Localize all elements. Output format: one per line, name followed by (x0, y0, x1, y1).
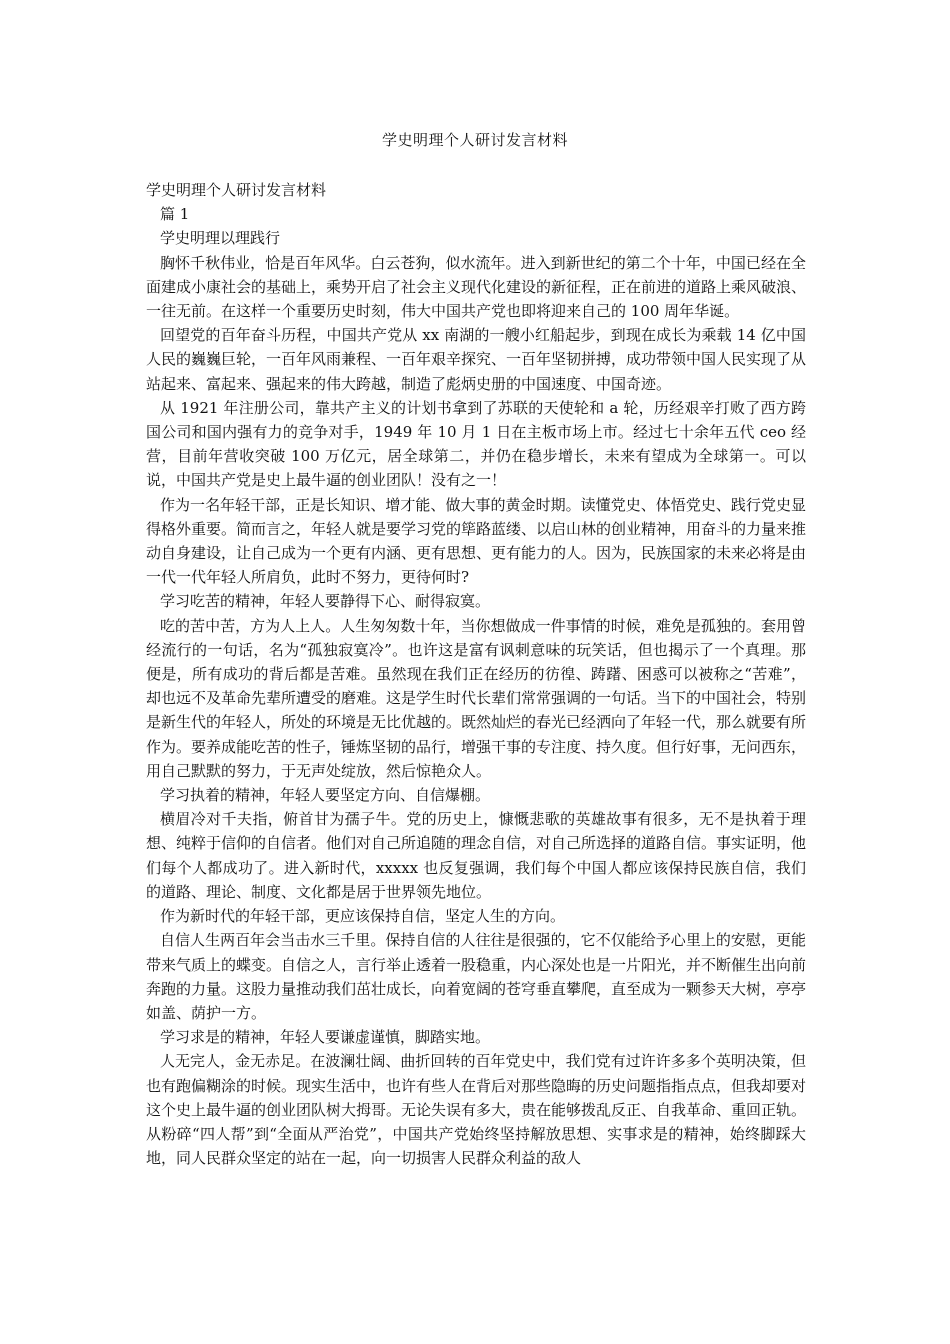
paragraph: 作为一名年轻干部，正是长知识、增才能、做大事的黄金时期。读懂党史、体悟党史、践行党史显得格外重要。简而言之，年轻人就是要学习党的筚路蓝缕、以启山林的创业精神，用奋斗的力量来推动自身建设，让自己成为一个更有内涵、更有思想、更有能力的人。因为，民族国家的未来必将是由一代一代年轻人所肩负，此时不努力，更待何时? (146, 495, 807, 587)
paragraph: 篇 1 (160, 205, 190, 224)
paragraph: 自信人生两百年会当击水三千里。保持自信的人往往是很强的，它不仅能给予心里上的安慰，更能带来气质上的蝶变。自信之人，言行举止透着一股稳重，内心深处也是一片阳光，并不断催生出向前奔跑的力量。这股力量推动我们茁壮成长，向着宽阔的苍穹垂直攀爬，直至成为一颗参天大树，亭亭如盖、荫护一方。 (146, 931, 807, 1022)
paragraph: 学习吃苦的精神，年轻人要静得下心、耐得寂寞。 (160, 592, 491, 611)
document-subtitle: 学史明理个人研讨发言材料 (146, 181, 327, 199)
paragraph: 回望党的百年奋斗历程，中国共产党从 xx 南湖的一艘小红船起步，到现在成长为乘载 14 亿中国人民的巍巍巨轮，一百年风雨兼程、一百年艰辛探究、一百年坚韧拼搏，成功带领中国人民实现了从站起来、富起来、强起来的伟大跨越，制造了彪炳史册的中国速度、中国奇迹。 (146, 326, 807, 393)
paragraph: 学习执着的精神，年轻人要坚定方向、自信爆棚。 (160, 786, 491, 805)
paragraph: 胸怀千秋伟业，恰是百年风华。白云苍狗，似水流年。进入到新世纪的第二个十年，中国已经在全面建成小康社会的基础上，乘势开启了社会主义现代化建设的新征程，正在前进的道路上乘风破浪、一往无前。在这样一个重要历史时刻，伟大中国共产党也即将迎来自己的 100 周年华诞。 (146, 253, 807, 321)
paragraph: 从 1921 年注册公司，靠共产主义的计划书拿到了苏联的天使轮和 a 轮，历经艰辛打败了西方跨国公司和国内强有力的竞争对手，1949 年 10 月 1 日在主板市场上市。经过七十余年五代 ceo 经营，目前年营收突破 100 万亿元，居全球第二，并仍在稳步增长，未来有望成为全球第一。可以说，中国共产党是史上最牛逼的创业团队！没有之一！ (146, 398, 806, 490)
paragraph: 吃的苦中苦，方为人上人。人生匆匆数十年，当你想做成一件事情的时候，难免是孤独的。套用曾经流行的一句话，名为“孤独寂寞冷”。也许这是富有讽刺意味的玩笑话，但也揭示了一个真理。那便是，所有成功的背后都是苦难。虽然现在我们正在经历的彷徨、踌躇、困惑可以被称之“苦难”，却也远不及革命先辈所遭受的磨难。这是学生时代长辈们常常强调的一句话。当下的中国社会，特别是新生代的年轻人，所处的环境是无比优越的。既然灿烂的春光已经洒向了年轻一代，那么就要有所作为。要养成能吃苦的性子，锤炼坚韧的品行，增强干事的专注度、持久度。但行好事，无问西东，用自己默默的努力，于无声处绽放，然后惊艳众人。 (146, 616, 807, 780)
paragraph: 人无完人，金无赤足。在波澜壮阔、曲折回转的百年党史中，我们党有过许许多多个英明决策，但也有跑偏糊涂的时候。现实生活中，也许有些人在背后对那些隐晦的历史问题指指点点，但我却要对这个史上最牛逼的创业团队树大拇哥。无论失误有多大，贵在能够拨乱反正、自我革命、重回正轨。从粉碎“四人帮”到“全面从严治党”，中国共产党始终坚持解放思想、实事求是的精神，始终脚踩大地，同人民群众坚定的站在一起，向一切损害人民群众利益的敌人 (146, 1052, 807, 1168)
paragraph: 作为新时代的年轻干部，更应该保持自信，坚定人生的方向。 (160, 907, 566, 926)
paragraph: 学习求是的精神，年轻人要谦虚谨慎，脚踏实地。 (160, 1028, 491, 1047)
paragraph: 学史明理以理践行 (160, 229, 281, 248)
document-body (146, 178, 806, 1170)
document-title: 学史明理个人研讨发言材料 (381, 131, 568, 149)
paragraph: 横眉冷对千夫指，俯首甘为孺子牛。党的历史上，慷慨悲歌的英雄故事有很多，无不是执着于理想、纯粹于信仰的自信者。他们对自己所追随的理念自信，对自己所选择的道路自信。事实证明，他们每个人都成功了。进入新时代，xxxxx 也反复强调，我们每个中国人都应该保持民族自信，我们的道路、理论、制度、文化都是居于世界领先地位。 (146, 810, 807, 901)
